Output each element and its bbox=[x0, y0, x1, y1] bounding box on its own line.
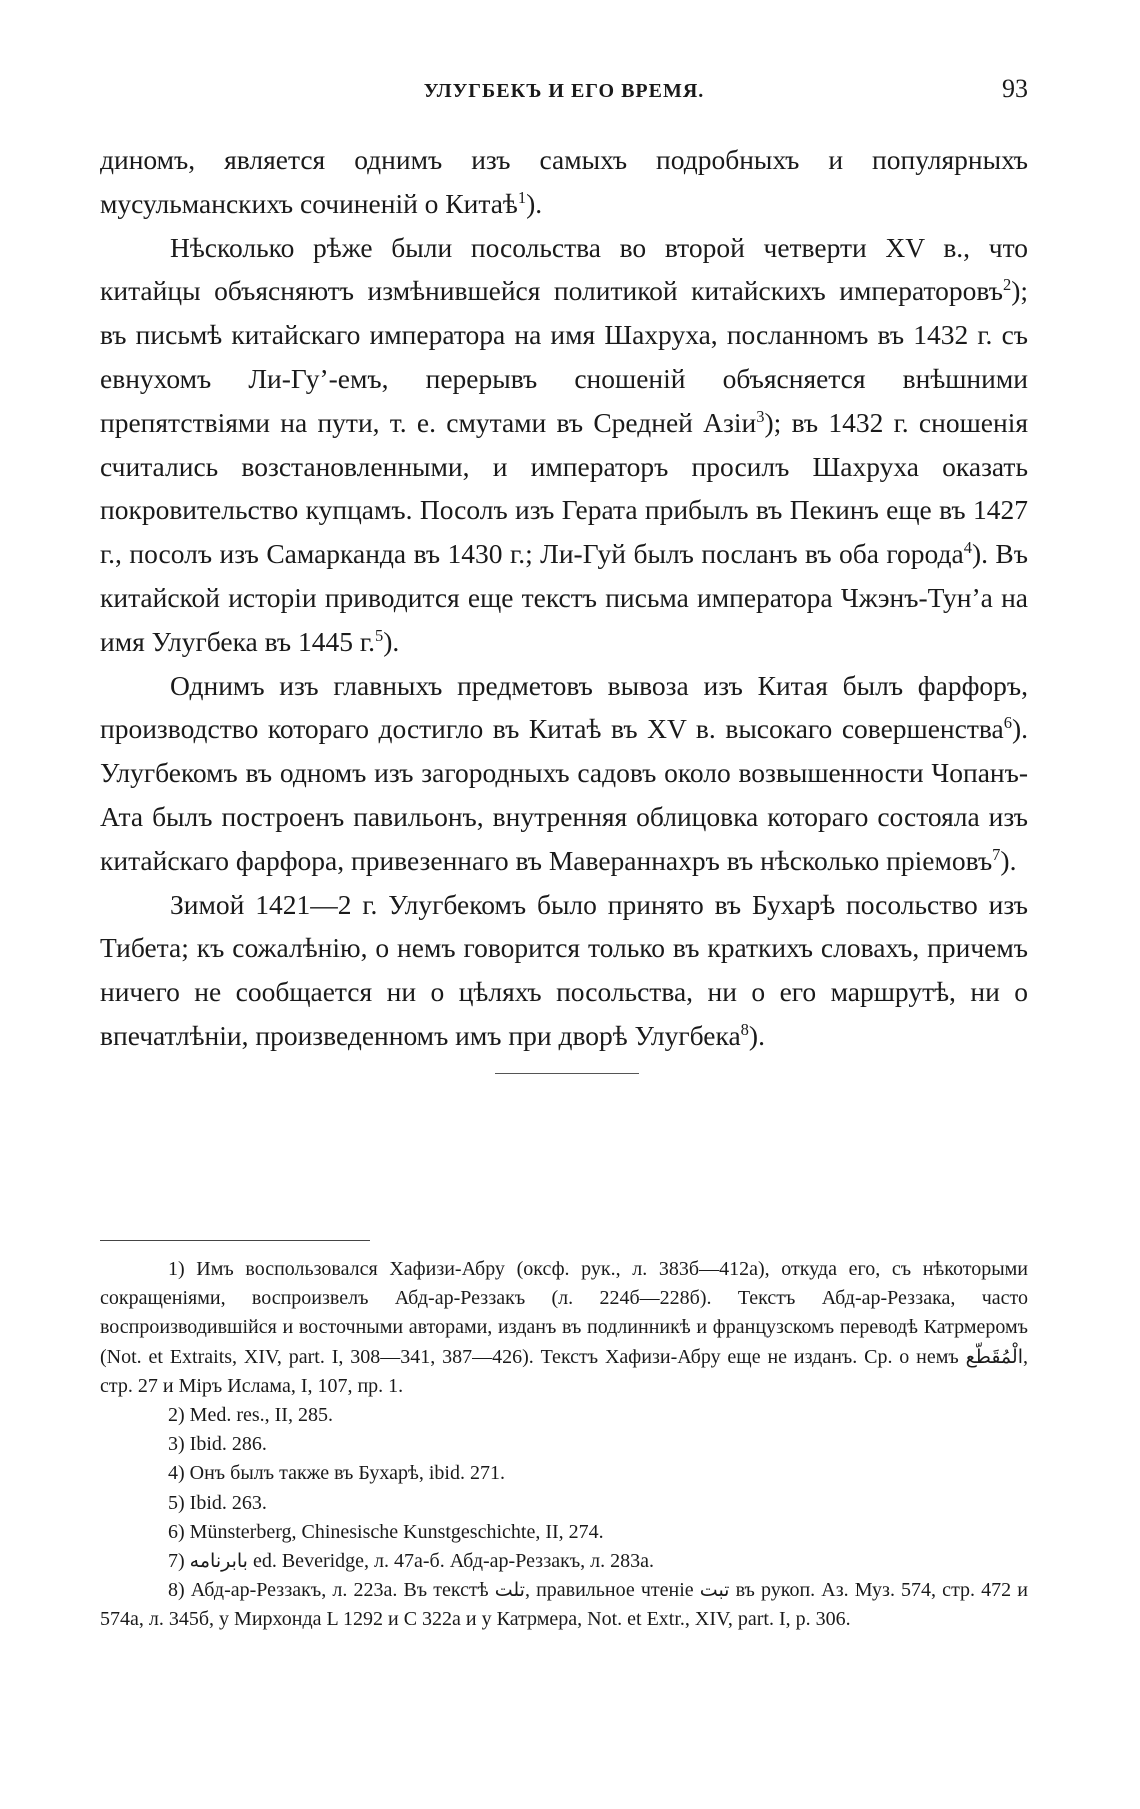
arabic-title: الْمُقَطّع bbox=[965, 1345, 1023, 1368]
footnote-8: 8) Абд-ар-Реззакъ, л. 223а. Въ текстѣ تلت, правильное чтеніе تبت въ рукоп. Аз. Муз. 574, стр. 472 и 574а, л. 345б, у Мирхонда L 1292 и C 322а и у Катрмера, Not. et Extr., XIV, part. I, p. 306. bbox=[100, 1579, 1028, 1631]
paragraph-2: Нѣсколько рѣже были посольства во второй четверти XV в., что китайцы объясняютъ измѣнившейся политикой китайскихъ императоровъ$^2$); въ письмѣ китайскаго императора на имя Шахруха, посланномъ въ 1432 г. съ евнухомъ Ли-Гу’-емъ, перерывъ сношеній объясняется внѣшними препятствіями на пути, т. е. смутами въ Средней Азіи$^3$); въ 1432 г. сношенія считались возстановленными, и императоръ просилъ Шахруха оказать покровительство купцамъ. Посолъ изъ Герата прибылъ въ Пекинъ еще въ 1427 г., посолъ изъ Самарканда въ 1430 г.; Ли-Гуй былъ посланъ въ оба города$^4$). Въ китайской исторіи приводится еще текстъ письма императора Чжэнъ-Тун’а на имя Улугбека въ 1445 г.$^5$). bbox=[100, 231, 1028, 657]
page-header bbox=[100, 74, 1028, 114]
footnote-ref: 7 bbox=[992, 844, 1001, 864]
footnote-4: 4) Онъ былъ также въ Бухарѣ, ibid. 271. bbox=[168, 1462, 505, 1485]
arabic-title: بابرنامه bbox=[189, 1550, 248, 1573]
footnote-6: 6) Münsterberg, Chinesische Kunstgeschichte, II, 274. bbox=[168, 1520, 604, 1543]
footnote-ref: 1 bbox=[517, 187, 527, 207]
footnote-3: 3) Ibid. 286. bbox=[168, 1433, 267, 1456]
section-divider bbox=[495, 1073, 639, 1074]
footnote-2: 2) Med. res., II, 285. bbox=[168, 1404, 333, 1427]
footnote-7: 7) بابرنامه ed. Beveridge, л. 47а-б. Абд-ар-Реззакъ, л. 283а. bbox=[168, 1550, 655, 1573]
running-title: УЛУГБЕКЪ И ЕГО ВРЕМЯ. bbox=[423, 80, 705, 102]
paragraph-3: Однимъ изъ главныхъ предметовъ вывоза изъ Китая былъ фарфоръ, производство котораго достигло въ Китаѣ въ XV в. высокаго совершенства$^6$). Улугбекомъ въ одномъ изъ загородныхъ садовъ около возвышенности Чопанъ-Ата былъ построенъ павильонъ, внутренняя облицовка котораго состояла изъ китайскаго фарфора, привезеннаго въ Мавераннахръ въ нѣсколько пріемовъ$^7$). bbox=[100, 669, 1028, 876]
arabic-word: تبت bbox=[699, 1579, 730, 1602]
footnote-ref: 5 bbox=[374, 625, 384, 645]
page-number: 93 bbox=[1002, 74, 1028, 103]
body-text bbox=[100, 138, 1028, 1058]
paragraph-1: диномъ, является однимъ изъ самыхъ подробныхъ и популярныхъ мусульманскихъ сочиненій о Китаѣ$^1$). bbox=[100, 144, 1028, 219]
footnote-ref: 6 bbox=[1003, 713, 1012, 733]
footnote-5: 5) Ibid. 263. bbox=[168, 1491, 267, 1514]
paragraph-4: Зимой 1421—2 г. Улугбекомъ было принято въ Бухарѣ посольство изъ Тибета; къ сожалѣнію, о немъ говорится только въ краткихъ словахъ, причемъ ничего не сообщается ни о цѣляхъ посольства, ни о его маршрутѣ, ни о впечатлѣніи, произведенномъ имъ при дворѣ Улугбека$^8$). bbox=[100, 888, 1028, 1051]
footnote-rule bbox=[100, 1240, 370, 1241]
footnote-1: 1) Имъ воспользовался Хафизи-Абру (оксф. рук., л. 383б—412а), откуда его, съ нѣкоторыми сокращеніями, воспроизвелъ Абд-ар-Реззакъ (л. 224б—228б). Текстъ Абд-ар-Реззака, часто воспроизводившійся и восточными авторами, изданъ въ подлинникѣ и французскомъ переводѣ Катрмеромъ (Not. et Extraits, XIV, part. I, 308—341, 387—426). Текстъ Хафизи-Абру еще не изданъ. Ср. о немъ الْمُقَطّع, стр. 27 и Міръ Ислама, I, 107, пр. 1. bbox=[100, 1258, 1028, 1397]
footnotes bbox=[100, 1255, 1028, 1635]
arabic-word: تلت bbox=[494, 1579, 525, 1602]
footnote-ref: 8 bbox=[740, 1019, 749, 1039]
footnote-ref: 4 bbox=[963, 538, 972, 558]
footnote-ref: 2 bbox=[1002, 275, 1012, 295]
footnote-ref: 3 bbox=[756, 406, 765, 426]
